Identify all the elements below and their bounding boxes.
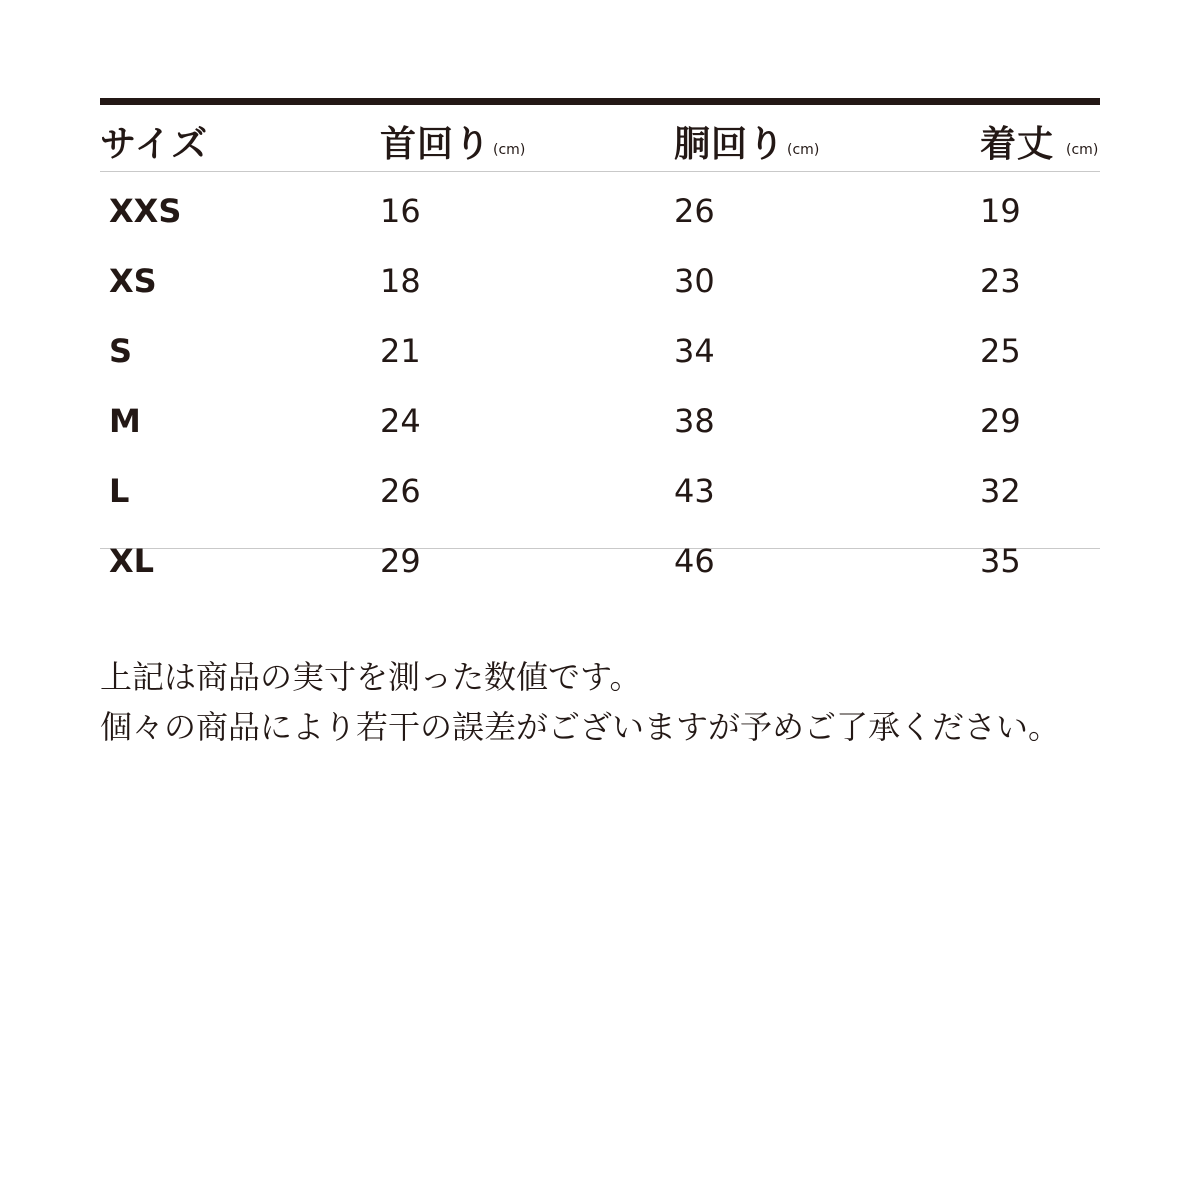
length-cell: 29 <box>980 402 1021 440</box>
table-row <box>100 456 1100 526</box>
neck-cell: 16 <box>380 192 421 230</box>
header-chest <box>674 125 819 172</box>
table-row <box>100 246 1100 316</box>
top-rule <box>100 98 1100 105</box>
header-neck <box>380 125 525 172</box>
size-cell: XL <box>109 542 155 580</box>
chest-cell: 46 <box>674 542 715 580</box>
header-neck-unit: (cm) <box>493 142 526 158</box>
neck-cell: 21 <box>380 332 421 370</box>
chest-cell: 43 <box>674 472 715 510</box>
length-cell: 23 <box>980 262 1021 300</box>
chest-cell: 38 <box>674 402 715 440</box>
length-cell: 19 <box>980 192 1021 230</box>
size-cell: L <box>109 472 130 510</box>
header-length-label: 着丈 <box>980 124 1055 165</box>
table-row <box>100 526 1100 596</box>
table-row <box>100 386 1100 456</box>
header-chest-unit: (cm) <box>787 142 820 158</box>
table-row <box>100 316 1100 386</box>
size-cell: XXS <box>109 192 182 230</box>
header-neck-label: 首回り <box>380 124 492 165</box>
size-chart-table <box>100 98 1100 580</box>
length-cell: 25 <box>980 332 1021 370</box>
length-cell: 32 <box>980 472 1021 510</box>
size-cell: M <box>109 402 141 440</box>
header-chest-label: 胴回り <box>674 124 786 165</box>
chest-cell: 26 <box>674 192 715 230</box>
neck-cell: 26 <box>380 472 421 510</box>
neck-cell: 24 <box>380 402 421 440</box>
size-cell: S <box>109 332 133 370</box>
header-length-unit: (cm) <box>1066 142 1099 158</box>
chest-cell: 30 <box>674 262 715 300</box>
table-header-row <box>100 105 1100 172</box>
header-size <box>100 125 208 171</box>
header-length <box>980 125 1098 172</box>
neck-cell: 18 <box>380 262 421 300</box>
table-row <box>100 176 1100 246</box>
table-body <box>100 172 1100 580</box>
note-line-2: 個々の商品により若干の誤差がございますが予めご了承ください。 <box>100 708 1061 746</box>
measurement-notes <box>100 652 1100 752</box>
note-line-1: 上記は商品の実寸を測った数値です。 <box>100 658 642 696</box>
chest-cell: 34 <box>674 332 715 370</box>
size-cell: XS <box>109 262 157 300</box>
header-size-label: サイズ <box>100 124 209 165</box>
length-cell: 35 <box>980 542 1021 580</box>
neck-cell: 29 <box>380 542 421 580</box>
